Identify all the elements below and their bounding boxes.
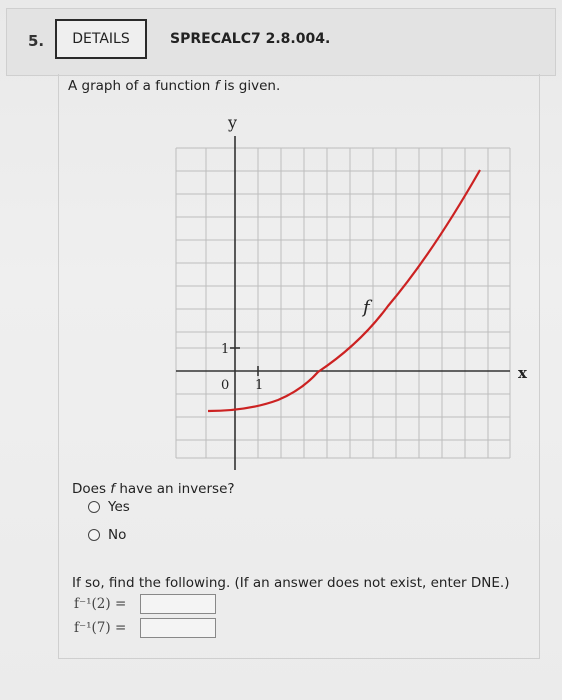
x-axis-label: x xyxy=(518,364,527,382)
option-no-label: No xyxy=(108,527,127,543)
answer-input-2[interactable] xyxy=(140,618,216,638)
y-axis-label: y xyxy=(228,113,238,132)
option-no[interactable] xyxy=(88,527,126,543)
option-yes-label: Yes xyxy=(108,499,130,515)
question-number: 5. xyxy=(28,32,45,50)
followup-instruction: If so, find the following. (If an answer does not exist, enter DNE.) xyxy=(72,575,510,591)
answer-row-1 xyxy=(74,594,216,614)
details-button[interactable]: DETAILS xyxy=(55,19,147,59)
y-tick-label: 1 xyxy=(221,342,230,357)
question-prompt: A graph of a function f is given. xyxy=(68,78,281,94)
curve-label: f xyxy=(363,297,370,318)
answer-input-1[interactable] xyxy=(140,594,216,614)
function-curve xyxy=(208,170,480,411)
option-yes[interactable] xyxy=(88,499,130,515)
x-tick-label: 1 xyxy=(255,378,264,393)
question-code: SPRECALC7 2.8.004. xyxy=(170,31,331,47)
inverse-question: Does f have an inverse? xyxy=(72,481,235,497)
answer-label-2: f⁻¹(7) = xyxy=(74,620,127,636)
radio-yes[interactable] xyxy=(88,501,100,513)
origin-label: 0 xyxy=(221,378,230,393)
answer-label-1: f⁻¹(2) = xyxy=(74,596,127,612)
answer-row-2 xyxy=(74,618,216,638)
radio-no[interactable] xyxy=(88,529,100,541)
function-graph xyxy=(160,108,540,478)
